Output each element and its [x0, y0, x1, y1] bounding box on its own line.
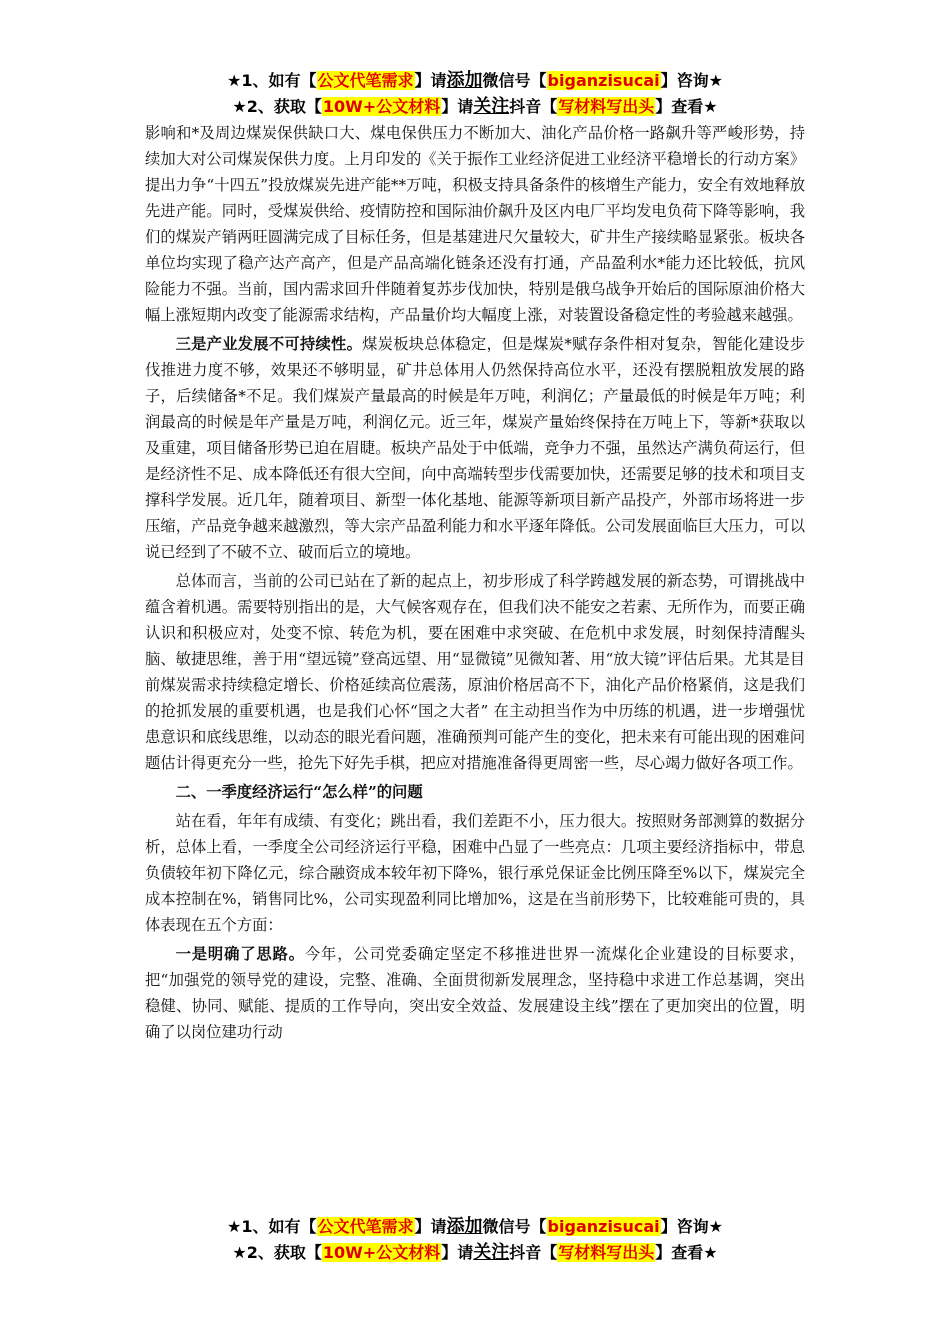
banner-text: 抖音【: [509, 97, 558, 116]
emphasis-add: 添加: [446, 1216, 483, 1237]
highlight-douyin-account[interactable]: 写材料写出头: [558, 97, 655, 116]
paragraph-2: [145, 331, 805, 565]
paragraph-5: [145, 941, 805, 1045]
highlight-douyin-account[interactable]: 写材料写出头: [558, 1243, 655, 1262]
banner-text: ★2、获取【: [232, 97, 322, 116]
banner-line-1: [0, 1214, 950, 1240]
highlight-service: 公文代笔需求: [317, 71, 414, 90]
banner-text: ★1、如有【: [227, 71, 317, 90]
paragraph-lead: 一是明确了思路。: [175, 945, 305, 963]
header-banner: [0, 68, 950, 120]
paragraph-text: 煤炭板块总体稳定，但是煤炭*赋存条件相对复杂，智能化建设步伐推进力度不够，效果还不够明显，矿井总体用人仍然保持高位水平，还没有摆脱粗放发展的路子，后续储备*不足。我们煤炭产量最高的时候是年万吨，利润亿；产量最低的时候是年万吨；利润最高的时候是年产量是万吨，利润亿元。近三年，煤炭产量始终保持在万吨上下，等新*获取以及重建，项目储备形势已迫在眉睫。板块产品处于中低端，竞争力不强，虽然达产满负荷运行，但是经济性不足、成本降低还有很大空间，向中高端转型步伐需要加快，还需要足够的技术和项目支撑科学发展。近几年，随着项目、新型一体化基地、能源等新项目新产品投产，外部市场将进一步压缩，产品竞争越来越激烈，等大宗产品盈利能力和水平逐年降低。公司发展面临巨大压力，可以说已经到了不破不立、破而后立的境地。: [145, 335, 805, 561]
footer-banner: [0, 1214, 950, 1266]
banner-text: ★2、获取【: [232, 1243, 322, 1262]
banner-text: 】咨询★: [660, 71, 723, 90]
document-body: [145, 120, 805, 1048]
banner-text: 】查看★: [655, 97, 718, 116]
highlight-materials: 10W+公文材料: [322, 1243, 441, 1262]
banner-text: 】请: [414, 71, 447, 90]
highlight-materials: 10W+公文材料: [322, 97, 441, 116]
emphasis-follow: 关注: [473, 1242, 510, 1263]
section-heading-2: 二、一季度经济运行“怎么样”的问题: [175, 783, 423, 801]
banner-text: 抖音【: [509, 1243, 558, 1262]
paragraph-4: 站在看，年年有成绩、有变化；跳出看，我们差距不小，压力很大。按照财务部测算的数据分析，总体上看，一季度全公司经济运行平稳，困难中凸显了一些亮点：几项主要经济指标中，带息负债较年初下降亿元，综合融资成本较年初下降%，银行承兑保证金比例压降至%以下，煤炭完全成本控制在%，销售同比%，公司实现盈利同比增加%，这是在当前形势下，比较难能可贵的，具体表现在五个方面：: [145, 812, 805, 934]
banner-text: ★1、如有【: [227, 1217, 317, 1236]
banner-text: 】请: [414, 1217, 447, 1236]
banner-text: 】请: [441, 97, 474, 116]
emphasis-follow: 关注: [473, 96, 510, 117]
emphasis-add: 添加: [446, 70, 483, 91]
highlight-wechat-id[interactable]: biganzisucai: [547, 1217, 660, 1236]
banner-line-1: [0, 68, 950, 94]
paragraph-1: 影响和*及周边煤炭保供缺口大、煤电保供压力不断加大、油化产品价格一路飙升等严峻形势，持续加大对公司煤炭保供力度。上月印发的《关于振作工业经济促进工业经济平稳增长的行动方案》提出力争“十四五”投放煤炭先进产能**万吨，积极支持具备条件的核增生产能力，安全有效地释放先进产能。同时，受煤炭供给、疫情防控和国际油价飙升及区内电厂平均发电负荷下降等影响，我们的煤炭产销两旺圆满完成了目标任务，但是基建进尺欠量较大，矿井生产接续略显紧张。板块各单位均实现了稳产达产高产，但是产品高端化链条还没有打通，产品盈利水*能力还比较低，抗风险能力不强。当前，国内需求回升伴随着复苏步伐加快，特别是俄乌战争开始后的国际原油价格大幅上涨短期内改变了能源需求结构，产品量价均大幅度上涨，对装置设备稳定性的考验越来越强。: [145, 124, 805, 324]
paragraph-text: 今年，公司党委确定坚定不移推进世界一流煤化企业建设的目标要求，把“加强党的领导党的建设，完整、准确、全面贯彻新发展理念，坚持稳中求进工作总基调，突出稳健、协同、赋能、提质的工作导向，突出安全效益、发展建设主线”摆在了更加突出的位置，明确了以岗位建功行动: [145, 945, 805, 1041]
highlight-wechat-id[interactable]: biganzisucai: [547, 71, 660, 90]
banner-text: 】查看★: [655, 1243, 718, 1262]
banner-text: 微信号【: [482, 1217, 547, 1236]
banner-line-2: [0, 94, 950, 120]
banner-text: 】请: [441, 1243, 474, 1262]
paragraph-3: 总体而言，当前的公司已站在了新的起点上，初步形成了科学跨越发展的新态势，可谓挑战中蕴含着机遇。需要特别指出的是，大气候客观存在，但我们决不能安之若素、无所作为，而要正确认识和积极应对，处变不惊、转危为机，要在困难中求突破、在危机中求发展，时刻保持清醒头脑、敏捷思维，善于用“望远镜”登高远望、用“显微镜”见微知著、用“放大镜”评估后果。尤其是目前煤炭需求持续稳定增长、价格延续高位震荡，原油价格居高不下，油化产品价格紧俏，这是我们的抢抓发展的重要机遇，也是我们心怀“国之大者” 在主动担当作为中历练的机遇，进一步增强忧患意识和底线思维，以动态的眼光看问题，准确预判可能产生的变化，把未来有可能出现的困难问题估计得更充分一些，抢先下好先手棋，把应对措施准备得更周密一些，尽心竭力做好各项工作。: [145, 572, 805, 772]
banner-text: 微信号【: [482, 71, 547, 90]
paragraph-lead: 三是产业发展不可持续性。: [175, 335, 363, 353]
highlight-service: 公文代笔需求: [317, 1217, 414, 1236]
banner-text: 】咨询★: [660, 1217, 723, 1236]
banner-line-2: [0, 1240, 950, 1266]
